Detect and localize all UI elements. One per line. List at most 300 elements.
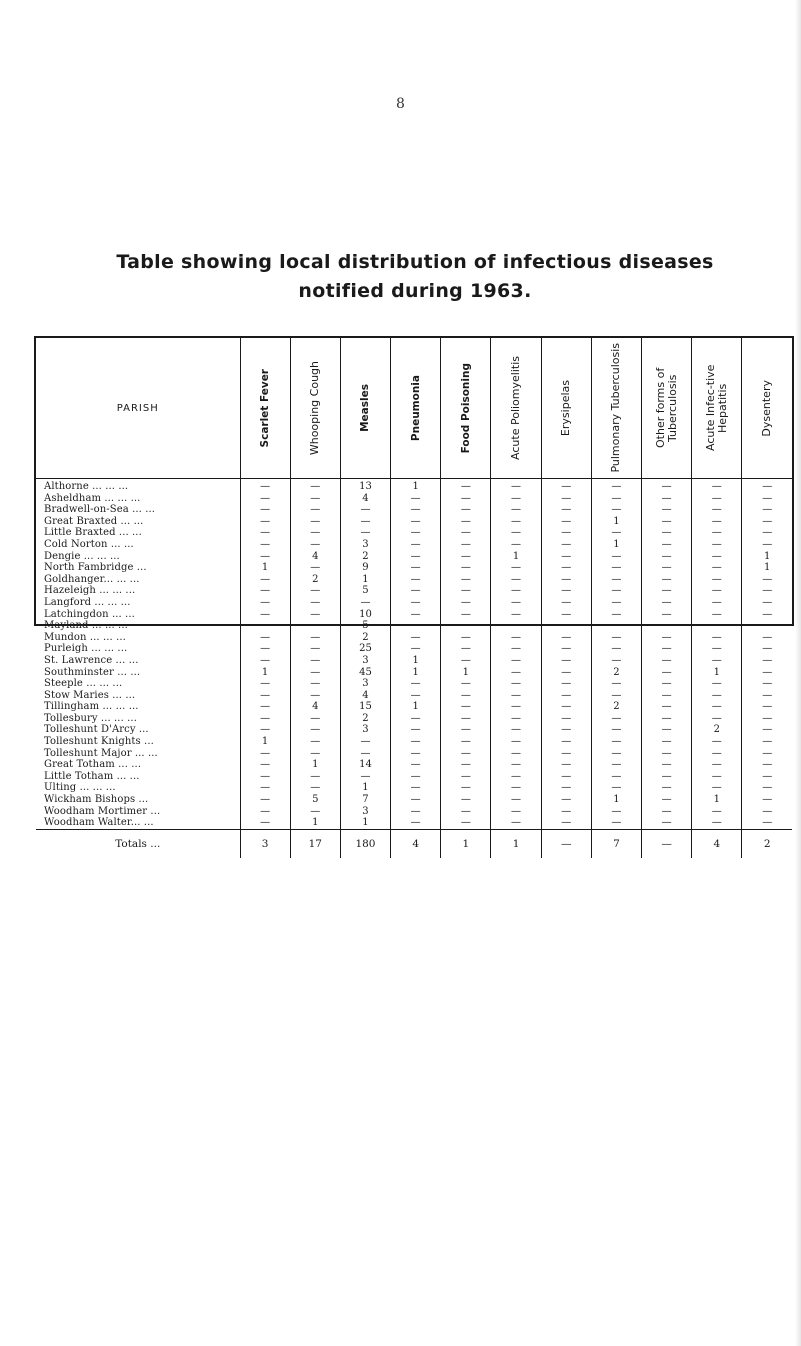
total-cell: 180 [340, 829, 390, 858]
case-count-cell: — [762, 724, 773, 736]
case-count-cell: — [591, 504, 641, 516]
case-count-cell: — [642, 713, 692, 725]
case-count-cell: — [591, 759, 641, 771]
case-count-cell: — [240, 771, 290, 783]
case-count-cell: — [240, 585, 290, 597]
distribution-table [36, 338, 792, 858]
case-count-cell: — [290, 655, 340, 667]
table-row [36, 539, 792, 551]
case-count-cell: — [391, 678, 441, 690]
case-count-cell: 13 [340, 479, 390, 493]
case-count-cell: — [591, 724, 641, 736]
case-count-cell: — [491, 678, 541, 690]
case-count-cell: — [240, 724, 290, 736]
total-cell: 7 [591, 829, 641, 858]
case-count-cell: — [762, 666, 773, 678]
case-count-cell: — [692, 551, 742, 563]
case-count-cell: — [541, 713, 591, 725]
case-count-cell: — [642, 736, 692, 748]
case-count-cell: — [591, 479, 641, 493]
case-count-cell: — [391, 759, 441, 771]
case-count-cell: — [441, 806, 491, 818]
case-count-cell: — [541, 585, 591, 597]
case-count-cell: — [441, 551, 491, 563]
case-count-cell: 3 [340, 655, 390, 667]
case-count-cell: — [642, 574, 692, 586]
case-count-cell: — [340, 504, 390, 516]
case-count-cell: — [762, 573, 773, 585]
case-count-cell: — [491, 504, 541, 516]
case-count-cell: — [391, 713, 441, 725]
case-count-cell: — [391, 690, 441, 702]
case-count-cell: — [591, 562, 641, 574]
parish-name: Little Braxted ... ... [36, 527, 240, 539]
parish-name: Bradwell-on-Sea ... ... [36, 504, 240, 516]
case-count-cell: — [642, 504, 692, 516]
case-count-cell: — [762, 654, 773, 666]
case-count-cell: — [391, 585, 441, 597]
case-count-cell: 3 [340, 724, 390, 736]
case-count-cell: — [642, 817, 692, 829]
case-count-cell: — [391, 643, 441, 655]
case-count-cell: 1 [240, 736, 290, 748]
parish-name: Mayland ... ... ... [36, 620, 240, 632]
case-count-cell: — [240, 551, 290, 563]
case-count-cell: — [491, 690, 541, 702]
page-edge-shadow [795, 0, 801, 1346]
case-count-cell: — [441, 643, 491, 655]
case-count-cell: — [441, 759, 491, 771]
case-count-cell: — [441, 817, 491, 829]
case-count-cell: 4 [340, 690, 390, 702]
case-count-cell: — [591, 690, 641, 702]
case-count-cell: — [692, 597, 742, 609]
case-count-cell: — [591, 643, 641, 655]
case-count-cell: — [391, 551, 441, 563]
parish-name: Tollesbury ... ... ... [36, 713, 240, 725]
case-count-cell: — [290, 585, 340, 597]
case-count-cell: — [240, 690, 290, 702]
case-count-cell: — [591, 782, 641, 794]
case-count-cell: — [240, 539, 290, 551]
column-header-label: Acute Poliomyelitis [509, 356, 523, 460]
case-count-cell: — [541, 794, 591, 806]
title-line-2: notified during 1963. [298, 280, 532, 302]
table-row [36, 678, 792, 690]
parish-name: Little Totham ... ... [36, 771, 240, 783]
case-count-cell: — [591, 736, 641, 748]
case-count-cell: — [541, 759, 591, 771]
table-row [36, 527, 792, 539]
parish-name: Althorne ... ... ... [36, 479, 240, 493]
case-count-cell: — [541, 632, 591, 644]
case-count-cell: — [642, 655, 692, 667]
case-count-cell: — [441, 632, 491, 644]
case-count-cell: — [541, 479, 591, 493]
case-count-cell: 3 [340, 539, 390, 551]
case-count-cell: — [541, 574, 591, 586]
case-count-cell: — [290, 504, 340, 516]
column-header [290, 338, 340, 479]
case-count-cell: — [541, 493, 591, 505]
case-count-cell: — [692, 585, 742, 597]
case-count-cell: — [391, 539, 441, 551]
case-count-cell: — [692, 643, 742, 655]
case-count-cell: — [642, 678, 692, 690]
case-count-cell: — [441, 562, 491, 574]
case-count-cell: — [642, 597, 692, 609]
total-cell: 4 [692, 829, 742, 858]
case-count-cell: — [290, 479, 340, 493]
case-count-cell: — [441, 574, 491, 586]
header-row [36, 338, 792, 479]
case-count-cell: — [541, 782, 591, 794]
parish-name: Woodham Walter... ... [36, 817, 240, 829]
table-row [36, 597, 792, 609]
case-count-cell: — [692, 817, 742, 829]
case-count-cell: — [340, 527, 390, 539]
case-count-cell: — [541, 667, 591, 679]
totals-row [36, 829, 792, 858]
table-row [36, 609, 792, 621]
total-cell: 17 [290, 829, 340, 858]
case-count-cell: — [762, 794, 773, 806]
case-count-cell: — [441, 479, 491, 493]
case-count-cell: — [692, 806, 742, 818]
column-header-label: Erysipelas [559, 379, 573, 437]
case-count-cell: — [692, 713, 742, 725]
case-count-cell: — [491, 667, 541, 679]
case-count-cell: — [441, 794, 491, 806]
case-count-cell: — [591, 551, 641, 563]
case-count-cell: — [642, 632, 692, 644]
case-count-cell: — [391, 620, 441, 632]
case-count-cell: — [391, 527, 441, 539]
table-row [36, 493, 792, 505]
case-count-cell: 2 [340, 632, 390, 644]
case-count-cell: — [240, 806, 290, 818]
case-count-cell: — [441, 597, 491, 609]
total-cell: 4 [391, 829, 441, 858]
case-count-cell: — [692, 771, 742, 783]
table-row [36, 479, 792, 493]
table-body [36, 479, 792, 830]
table-row [36, 690, 792, 702]
case-count-cell: — [692, 562, 742, 574]
case-count-cell: — [591, 817, 641, 829]
case-count-cell: — [541, 643, 591, 655]
parish-name: North Fambridge ... [36, 562, 240, 574]
case-count-cell: — [541, 597, 591, 609]
case-count-cell: — [441, 516, 491, 528]
case-count-cell: — [692, 620, 742, 632]
case-count-cell: — [692, 609, 742, 621]
case-count-cell: — [240, 794, 290, 806]
parish-name: Langford ... ... ... [36, 597, 240, 609]
column-header [340, 338, 390, 479]
case-count-cell: — [591, 609, 641, 621]
title-line-1: Table showing local distribution of infectious diseases [116, 251, 714, 273]
case-count-cell: — [642, 516, 692, 528]
case-count-cell: — [441, 713, 491, 725]
case-count-cell: 1 [591, 516, 641, 528]
case-count-cell: — [441, 609, 491, 621]
case-count-cell: — [642, 493, 692, 505]
column-header [240, 338, 290, 479]
case-count-cell: — [240, 620, 290, 632]
case-count-cell: — [591, 527, 641, 539]
case-count-cell: — [642, 539, 692, 551]
case-count-cell: 10 [340, 609, 390, 621]
case-count-cell: — [591, 678, 641, 690]
column-header-label: Acute Infec-tive Hepatitis [703, 364, 729, 452]
case-count-cell: — [290, 609, 340, 621]
case-count-cell: 2 [340, 551, 390, 563]
case-count-cell: — [642, 690, 692, 702]
case-count-cell: — [340, 736, 390, 748]
case-count-cell: — [692, 655, 742, 667]
table-row [36, 585, 792, 597]
case-count-cell: — [762, 770, 773, 782]
case-count-cell: — [591, 748, 641, 760]
case-count-cell: — [692, 759, 742, 771]
case-count-cell: 5 [290, 794, 340, 806]
case-count-cell: 1 [240, 667, 290, 679]
case-count-cell: — [391, 771, 441, 783]
column-header-label: Measles [359, 384, 372, 432]
case-count-cell: 15 [340, 701, 390, 713]
case-count-cell: — [240, 493, 290, 505]
case-count-cell: — [491, 817, 541, 829]
case-count-cell: — [391, 817, 441, 829]
case-count-cell: — [692, 479, 742, 493]
case-count-cell: — [290, 782, 340, 794]
case-count-cell: — [762, 481, 773, 492]
case-count-cell: 1 [491, 551, 541, 563]
case-count-cell: — [290, 493, 340, 505]
case-count-cell: — [441, 585, 491, 597]
column-header [642, 338, 692, 479]
case-count-cell: 3 [340, 806, 390, 818]
table-row [36, 643, 792, 655]
case-count-cell: 2 [290, 574, 340, 586]
case-count-cell: 4 [290, 701, 340, 713]
case-count-cell: — [441, 782, 491, 794]
case-count-cell: — [491, 585, 541, 597]
case-count-cell: 1 [391, 655, 441, 667]
case-count-cell: — [391, 736, 441, 748]
column-header [391, 338, 441, 479]
case-count-cell: — [591, 585, 641, 597]
case-count-cell: — [642, 562, 692, 574]
case-count-cell: — [762, 701, 773, 713]
parish-name: Hazeleigh ... ... ... [36, 585, 240, 597]
parish-name: Mundon ... ... ... [36, 632, 240, 644]
distribution-table-frame [34, 336, 794, 850]
case-count-cell: — [642, 585, 692, 597]
case-count-cell: — [591, 574, 641, 586]
column-header [491, 338, 541, 479]
column-header-label: Pneumonia [409, 374, 422, 442]
case-count-cell: — [642, 527, 692, 539]
case-count-cell: — [491, 736, 541, 748]
case-count-cell: — [491, 597, 541, 609]
case-count-cell: — [491, 806, 541, 818]
table-row [36, 817, 792, 829]
case-count-cell: — [591, 493, 641, 505]
case-count-cell: — [541, 527, 591, 539]
case-count-cell: 4 [290, 551, 340, 563]
case-count-cell: — [642, 724, 692, 736]
column-header-label: Food Poisoning [459, 362, 472, 454]
case-count-cell: — [491, 713, 541, 725]
case-count-cell: — [541, 771, 591, 783]
parish-name: Dengie ... ... ... [36, 551, 240, 563]
column-header-label: Whooping Cough [308, 360, 322, 456]
case-count-cell: — [240, 759, 290, 771]
parish-name: Ulting ... ... ... [36, 782, 240, 794]
case-count-cell: 9 [340, 562, 390, 574]
case-count-cell: 1 [764, 562, 771, 574]
case-count-cell: 1 [340, 817, 390, 829]
case-count-cell: — [541, 620, 591, 632]
case-count-cell: — [290, 632, 340, 644]
case-count-cell: — [391, 504, 441, 516]
case-count-cell: — [391, 562, 441, 574]
column-header [591, 338, 641, 479]
case-count-cell: — [591, 597, 641, 609]
case-count-cell: 2 [591, 667, 641, 679]
table-row [36, 504, 792, 516]
case-count-cell: — [642, 643, 692, 655]
table-row [36, 632, 792, 644]
case-count-cell: — [491, 539, 541, 551]
case-count-cell: — [762, 805, 773, 817]
parish-name: Latchingdon ... ... [36, 609, 240, 621]
total-cell: — [642, 829, 692, 858]
case-count-cell: — [240, 527, 290, 539]
case-count-cell: — [240, 609, 290, 621]
case-count-cell: — [762, 631, 773, 643]
case-count-cell: — [391, 794, 441, 806]
parish-name: Tolleshunt Major ... ... [36, 748, 240, 760]
case-count-cell: — [240, 643, 290, 655]
case-count-cell: 25 [340, 643, 390, 655]
case-count-cell: 1 [391, 701, 441, 713]
case-count-cell: 5 [340, 620, 390, 632]
case-count-cell: — [541, 701, 591, 713]
case-count-cell: — [491, 609, 541, 621]
case-count-cell: — [541, 562, 591, 574]
case-count-cell: — [692, 748, 742, 760]
case-count-cell: — [591, 771, 641, 783]
case-count-cell: — [762, 492, 773, 504]
case-count-cell: — [491, 493, 541, 505]
table-row [36, 794, 792, 806]
case-count-cell: — [491, 794, 541, 806]
case-count-cell: — [642, 771, 692, 783]
table-row [36, 736, 792, 748]
case-count-cell: — [762, 643, 773, 655]
case-count-cell: — [762, 817, 773, 829]
totals-label: Totals ... [36, 829, 240, 858]
case-count-cell: — [642, 806, 692, 818]
case-count-cell: — [441, 736, 491, 748]
table-row [36, 516, 792, 528]
case-count-cell: — [762, 747, 773, 759]
case-count-cell: — [240, 678, 290, 690]
table-row [36, 655, 792, 667]
case-count-cell: — [491, 643, 541, 655]
case-count-cell: — [692, 678, 742, 690]
case-count-cell: — [762, 538, 773, 550]
case-count-cell: — [491, 782, 541, 794]
case-count-cell: — [391, 597, 441, 609]
case-count-cell: — [692, 527, 742, 539]
page-title [30, 248, 800, 306]
case-count-cell: 1 [240, 562, 290, 574]
case-count-cell: — [391, 516, 441, 528]
case-count-cell: — [240, 782, 290, 794]
case-count-cell: 7 [340, 794, 390, 806]
case-count-cell: — [762, 585, 773, 597]
case-count-cell: — [290, 539, 340, 551]
parish-name: Great Braxted ... ... [36, 516, 240, 528]
case-count-cell: — [491, 655, 541, 667]
column-header [692, 338, 742, 479]
table-row [36, 562, 792, 574]
case-count-cell: — [290, 667, 340, 679]
case-count-cell: — [692, 516, 742, 528]
case-count-cell: 1 [290, 759, 340, 771]
case-count-cell: — [642, 782, 692, 794]
case-count-cell: — [240, 817, 290, 829]
case-count-cell: — [290, 516, 340, 528]
case-count-cell: — [762, 515, 773, 527]
case-count-cell: — [240, 701, 290, 713]
case-count-cell: — [441, 655, 491, 667]
case-count-cell: — [240, 748, 290, 760]
case-count-cell: — [441, 678, 491, 690]
case-count-cell: — [290, 806, 340, 818]
case-count-cell: — [441, 701, 491, 713]
case-count-cell: — [491, 701, 541, 713]
column-header [742, 338, 792, 479]
case-count-cell: — [290, 713, 340, 725]
case-count-cell: — [591, 620, 641, 632]
parish-name: Steeple ... ... ... [36, 678, 240, 690]
case-count-cell: — [290, 643, 340, 655]
case-count-cell: — [391, 748, 441, 760]
case-count-cell: — [692, 782, 742, 794]
case-count-cell: — [541, 655, 591, 667]
case-count-cell: — [642, 609, 692, 621]
parish-name: Asheldham ... ... ... [36, 493, 240, 505]
parish-name: Great Totham ... ... [36, 759, 240, 771]
case-count-cell: — [340, 597, 390, 609]
case-count-cell: — [642, 701, 692, 713]
parish-name: St. Lawrence ... ... [36, 655, 240, 667]
total-cell: 1 [491, 829, 541, 858]
case-count-cell: — [491, 562, 541, 574]
case-count-cell: — [541, 678, 591, 690]
case-count-cell: — [290, 724, 340, 736]
parish-name: Stow Maries ... ... [36, 690, 240, 702]
column-header-label: Scarlet Fever [259, 368, 272, 448]
case-count-cell: — [491, 771, 541, 783]
case-count-cell: — [541, 724, 591, 736]
case-count-cell: — [762, 608, 773, 620]
